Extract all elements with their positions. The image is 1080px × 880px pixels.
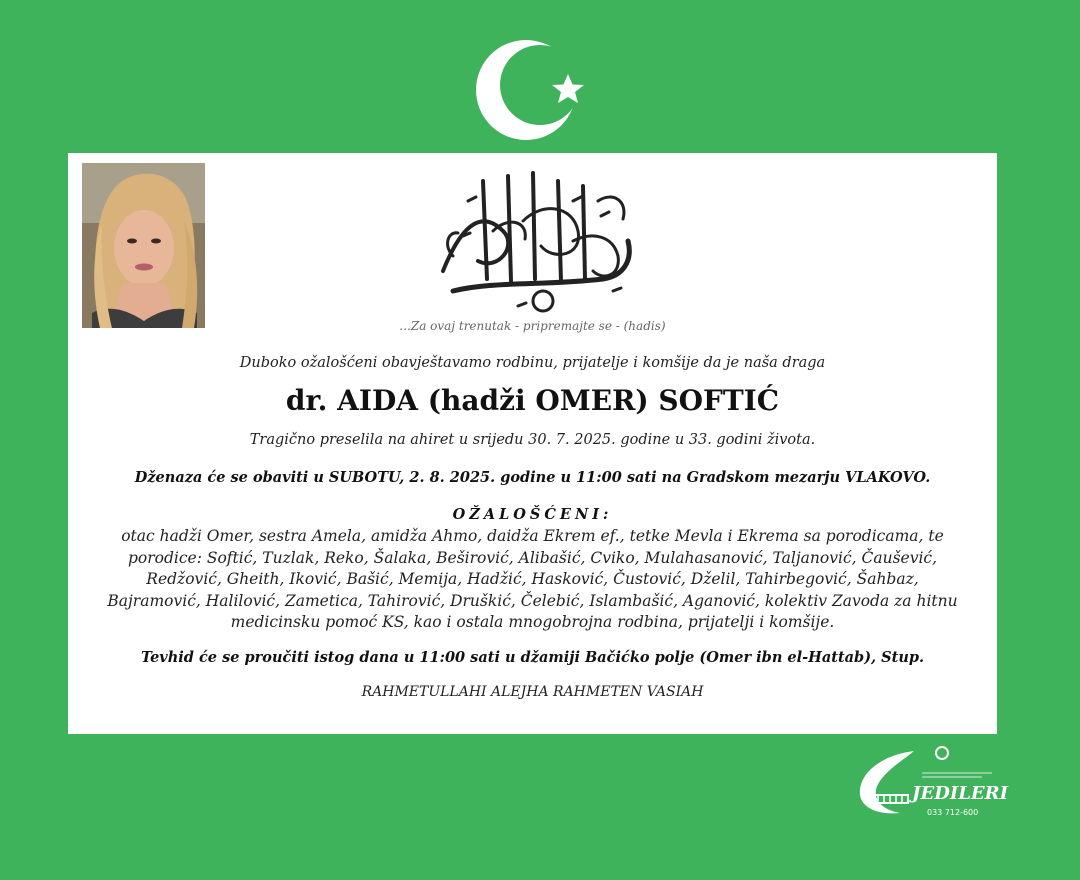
funeral-details: Dženaza će se obaviti u SUBOTU, 2. 8. 2025. godine u 11:00 sati na Gradskom mezarju VLAKOVO. bbox=[134, 469, 931, 486]
crescent-star-icon bbox=[474, 36, 594, 146]
announcement-intro: Duboko ožalošćeni obavještavamo rodbinu, prijatelje i komšije da je naša draga bbox=[239, 355, 826, 371]
obituary-card bbox=[68, 153, 997, 734]
portrait-photo bbox=[82, 163, 205, 328]
mourners-list: otac hadži Omer, sestra Amela, amidža Ahmo, daidža Ekrem ef., tetke Mevla i Ekrema sa porodicama, te porodice: Softić, Tuzlak, Reko, Šalaka, Beširović, Alibašić, Cviko, Mulahasanović, Taljanović, Čaušević, Redžović, Gheith, Iković, Bašić, Memija, Hadžić, Hasković, Čustović, Dželil, Tahirbegović, Šahbaz, Bajramović, Halilović, Zametica, Tahirović, Druškić, Čelebić, Islambašić, Aganović, kolektiv Zavoda za hitnu medicinsku pomoć KS, kao i ostala mnogobrojna rodbina, prijatelji i komšije. bbox=[107, 527, 958, 631]
closing-prayer: RAHMETULLAHI ALEJHA RAHMETEN VASIAH bbox=[361, 684, 704, 700]
passing-date: Tragično preselila na ahiret u srijedu 30. 7. 2025. godine u 33. godini života. bbox=[249, 432, 816, 448]
deceased-name: dr. AIDA (hadži OMER) SOFTIĆ bbox=[285, 384, 780, 417]
logo-phone: 033 712-600 bbox=[927, 808, 979, 817]
mourners-heading: OŽALOŠĆENI: bbox=[452, 506, 613, 523]
logo-name: JEDILERI bbox=[912, 783, 1009, 804]
jedileri-logo bbox=[852, 743, 1012, 823]
arabic-calligraphy bbox=[423, 161, 648, 321]
tevhid-details: Tevhid će se proučiti istog dana u 11:00 sati u džamiji Bačićko polje (Omer ibn el-Hattab), Stup. bbox=[140, 649, 925, 666]
hadith-quote: ...Za ovaj trenutak - pripremajte se - (hadis) bbox=[399, 319, 666, 333]
